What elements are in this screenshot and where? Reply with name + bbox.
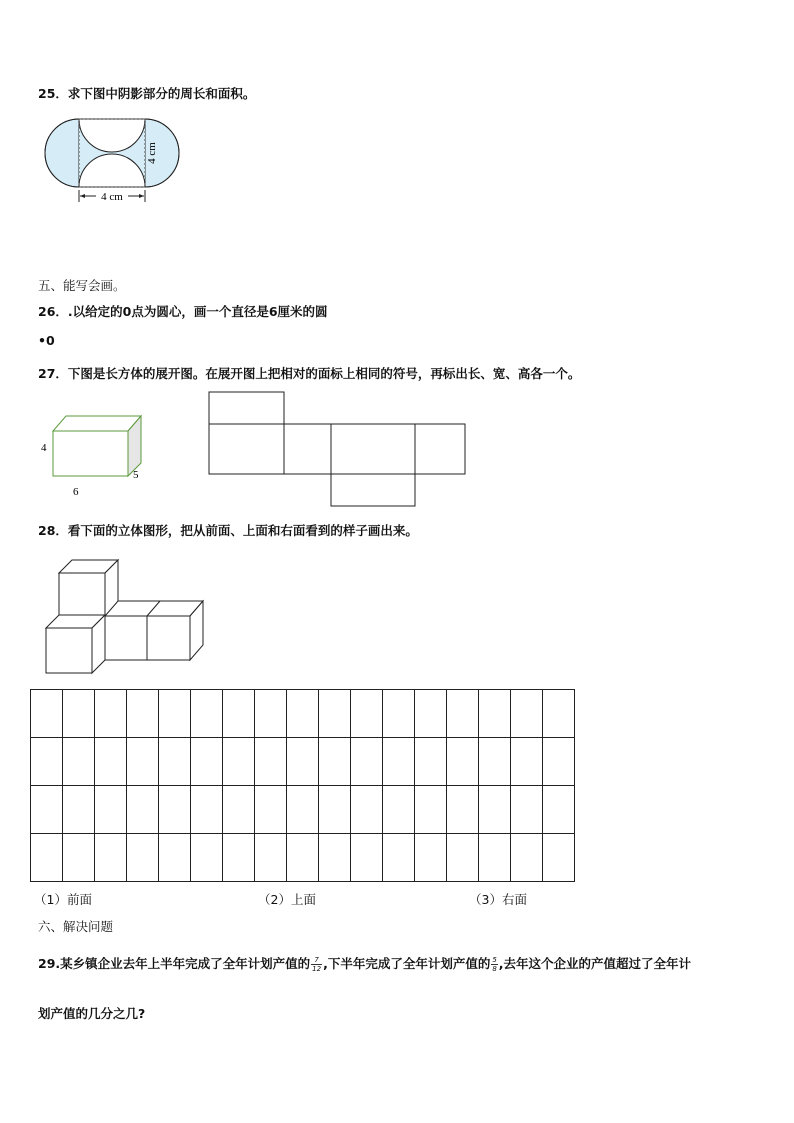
- fraction-second-half: [491, 956, 497, 973]
- grid-cell[interactable]: [543, 690, 575, 738]
- q29-part1: 29.某乡镇企业去年上半年完成了全年计划产值的: [38, 956, 311, 971]
- grid-row: [31, 738, 575, 786]
- grid-cell[interactable]: [191, 738, 223, 786]
- grid-cell[interactable]: [479, 786, 511, 834]
- grid-cell[interactable]: [95, 738, 127, 786]
- grid-cell[interactable]: [63, 786, 95, 834]
- center-point-label: •0: [38, 333, 55, 348]
- frac2-denominator: 8: [492, 965, 497, 973]
- grid-cell[interactable]: [31, 738, 63, 786]
- grid-cell[interactable]: [383, 738, 415, 786]
- grid-cell[interactable]: [415, 786, 447, 834]
- grid-cell[interactable]: [95, 690, 127, 738]
- grid-cell[interactable]: [415, 690, 447, 738]
- section6-title: 六、解决问题: [38, 919, 114, 934]
- grid-cell[interactable]: [319, 690, 351, 738]
- grid-cell[interactable]: [351, 786, 383, 834]
- q29-line1: [38, 954, 691, 973]
- view-label-right: （3）右面: [469, 892, 527, 907]
- grid-cell[interactable]: [319, 738, 351, 786]
- frac1-denominator: 12: [312, 965, 322, 973]
- grid-cell[interactable]: [223, 690, 255, 738]
- box-length-label: 6: [73, 486, 79, 498]
- box-height-label: 4: [41, 442, 47, 454]
- grid-cell[interactable]: [511, 690, 543, 738]
- grid-cell[interactable]: [543, 786, 575, 834]
- grid-cell[interactable]: [63, 690, 95, 738]
- grid-cell[interactable]: [31, 834, 63, 882]
- grid-cell[interactable]: [255, 738, 287, 786]
- grid-cell[interactable]: [159, 690, 191, 738]
- grid-cell[interactable]: [255, 786, 287, 834]
- grid-row: [31, 786, 575, 834]
- q27-text: 27．下图是长方体的展开图。在展开图上把相对的面标上相同的符号，再标出长、宽、高各一个。: [38, 366, 581, 381]
- drawing-grid[interactable]: [30, 689, 575, 882]
- dim-vertical: 4 cm: [146, 142, 158, 164]
- grid-cell[interactable]: [127, 690, 159, 738]
- grid-cell[interactable]: [319, 834, 351, 882]
- grid-cell[interactable]: [127, 786, 159, 834]
- grid-row: [31, 690, 575, 738]
- grid-cell[interactable]: [415, 738, 447, 786]
- grid-cell[interactable]: [479, 834, 511, 882]
- q25-text: 25．求下图中阴影部分的周长和面积。: [38, 86, 256, 101]
- grid-cell[interactable]: [383, 786, 415, 834]
- grid-cell[interactable]: [95, 834, 127, 882]
- grid-cell[interactable]: [511, 738, 543, 786]
- grid-row: [31, 834, 575, 882]
- grid-cell[interactable]: [127, 834, 159, 882]
- grid-cell[interactable]: [383, 690, 415, 738]
- net-diagram: [205, 389, 475, 509]
- grid-cell[interactable]: [95, 786, 127, 834]
- dim-horizontal: 4 cm: [101, 191, 123, 203]
- q28-text: 28．看下面的立体图形，把从前面、上面和右面看到的样子画出来。: [38, 523, 418, 538]
- grid-cell[interactable]: [223, 738, 255, 786]
- frac2-numerator: 5: [492, 956, 497, 964]
- grid-cell[interactable]: [479, 690, 511, 738]
- grid-cell[interactable]: [287, 690, 319, 738]
- grid-cell[interactable]: [543, 834, 575, 882]
- q29-part3: ,去年这个企业的产值超过了全年计: [498, 956, 692, 971]
- grid-cell[interactable]: [159, 834, 191, 882]
- grid-cell[interactable]: [31, 786, 63, 834]
- grid-cell[interactable]: [63, 834, 95, 882]
- grid-cell[interactable]: [191, 786, 223, 834]
- q25-figure: [38, 112, 198, 212]
- grid-cell[interactable]: [447, 690, 479, 738]
- grid-cell[interactable]: [159, 738, 191, 786]
- grid-cell[interactable]: [127, 738, 159, 786]
- box-width-label: 5: [133, 469, 139, 481]
- grid-cell[interactable]: [31, 690, 63, 738]
- shaded-region: [45, 119, 79, 187]
- grid-cell[interactable]: [255, 834, 287, 882]
- q29-part2: ,下半年完成了全年计划产值的: [323, 956, 491, 971]
- grid-cell[interactable]: [447, 786, 479, 834]
- fraction-first-half: [311, 956, 322, 973]
- grid-cell[interactable]: [223, 834, 255, 882]
- grid-cell[interactable]: [287, 786, 319, 834]
- grid-cell[interactable]: [159, 786, 191, 834]
- grid-cell[interactable]: [415, 834, 447, 882]
- frac1-numerator: 7: [311, 956, 322, 965]
- cuboid-figure: [38, 408, 158, 500]
- cubes-figure: [40, 556, 215, 678]
- q26-text: 26．.以给定的0点为圆心，画一个直径是6厘米的圆: [38, 304, 328, 319]
- view-label-front: （1）前面: [34, 892, 92, 907]
- view-label-top: （2）上面: [258, 892, 316, 907]
- q29-line2: 划产值的几分之几?: [38, 1006, 146, 1021]
- grid-cell[interactable]: [223, 786, 255, 834]
- grid-cell[interactable]: [511, 786, 543, 834]
- grid-cell[interactable]: [511, 834, 543, 882]
- grid-cell[interactable]: [543, 738, 575, 786]
- grid-cell[interactable]: [383, 834, 415, 882]
- grid-cell[interactable]: [287, 834, 319, 882]
- grid-cell[interactable]: [351, 834, 383, 882]
- grid-cell[interactable]: [351, 690, 383, 738]
- grid-cell[interactable]: [255, 690, 287, 738]
- grid-cell[interactable]: [479, 738, 511, 786]
- grid-cell[interactable]: [63, 738, 95, 786]
- grid-cell[interactable]: [191, 690, 223, 738]
- section5-title: 五、能写会画。: [38, 278, 126, 293]
- grid-cell[interactable]: [447, 738, 479, 786]
- grid-cell[interactable]: [351, 738, 383, 786]
- grid-cell[interactable]: [191, 834, 223, 882]
- grid-cell[interactable]: [447, 834, 479, 882]
- grid-cell[interactable]: [287, 738, 319, 786]
- grid-cell[interactable]: [319, 786, 351, 834]
